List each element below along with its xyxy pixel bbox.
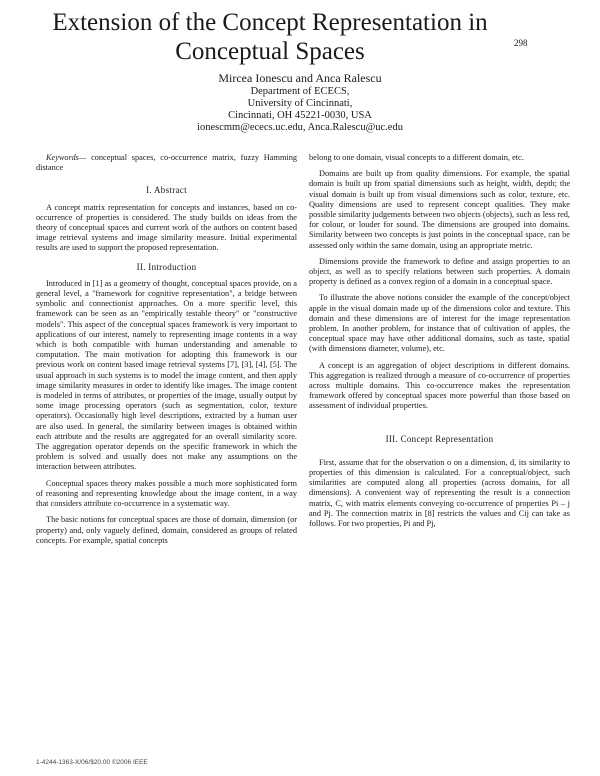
properties-paragraph: Dimensions provide the framework to define and assign properties to an object, as well as to specify relations between such properties. A domain property is defined as a convex region of a domain in a conceptual space. [309,256,570,287]
introduction-paragraph-3: The basic notions for conceptual spaces are those of domain, dimension (or property) and, only vaguely defined, domain, considered as groups of related concepts. For example, spatial concepts [36,515,297,545]
author-block [0,72,600,134]
right-column [309,153,570,535]
keywords-paragraph [36,153,297,173]
domains-continuation: belong to one domain, visual concepts to a different domain, etc. [309,153,524,162]
introduction-paragraph-1: Introduced in [1] as a geometry of thought, conceptual spaces provide, on a general level, a "framework for cognitive representation", a bridge between symbolic and connectionist approaches. On a more specific level, this framework can be seen as an "empirically testable theory" or "constructive models". This aspect of the conceptual spaces framework is very important to applications of our interest, namely to representing image contents in a way which is both compatible with human understanding and amenable to computation. The main motivation for adopting this framework is our previous work on content based image retrieval systems [7], [3], [4], [5]. The usual approach in such systems is to model the image content, and then apply image similarity measures in order to identify like images. The image content is modeled in terms of attributes, or properties of the image, usually output by some image processing operators (such as segmentation, color, texture operators). Occasionally high level descriptions, extracted by a human user are also used. In general, the similarity between images is obtained within each attribute and the results are aggregated for an overall similarity score. The aggregation operator depends on the specific framework in which the problem is solved and usually does not make any assumptions on the interaction between attributes. [36,278,297,472]
concept-aggregation-paragraph: A concept is an aggregation of object descriptions in different domains. This aggregation is realized through a measure of co-occurrence of properties across multiple domains. This co-occurrence makes the representation framework offered by conceptual spaces more powerful than those based on assessment of individual properties. [309,360,570,411]
introduction-heading: II. Introduction [136,261,197,272]
introduction-paragraph-2: Conceptual spaces theory makes possible a much more sophisticated form of reasoning and representing knowledge about the image content, in a way that considers attribute co-occurrence in a systematic way. [36,478,297,509]
paper-title: Extension of the Concept Representation in Conceptual Spaces [52,9,488,65]
copyright-footer: 1-4244-1363-X/06/$20.00 ©2006 IEEE [36,759,148,766]
keywords-text: conceptual spaces, co-occurrence matrix, fuzzy Hamming distance [36,153,297,173]
apple-example-paragraph: To illustrate the above notions consider the example of the concept/object apple in the visual domain made up of the dimensions color and texture. This domain and these dimensions are of interest for the image representation problem. In another problem, for instance that of cultivation of apples, the conceptual space may have other additional domains, such as taste, spatial (with dimensions diameter, volume), etc. [309,293,570,354]
page-number: 298 [514,38,528,48]
concept-representation-heading: III. Concept Representation [385,433,494,444]
keywords-label: Keywords— [46,153,87,162]
connection-matrix-paragraph: First, assume that for the observation o on a dimension, d, its similarity to properties of this dimension is calculated. For a conceptual/object, such similarities are computed along all properties (across domains, for all dimensions). A convenient way of representing the result is a connection matrix, C, with matrix elements conveying co-occurrence of properties Pi – j and Pj. The connection matrix in [8] restricts the values and Cij can take as follows. For two properties, Pi and Pj, [309,457,570,529]
left-column [36,153,297,552]
author-address: Cincinnati, OH 45221-0030, USA [228,110,372,121]
author-names: Mircea Ionescu and Anca Ralescu [218,71,382,85]
abstract-paragraph: A concept matrix representation for concepts and instances, based on co-occurrence of properties is considered. The study builds on ideas from the theory of conceptual spaces and current work of the authors on content based image retrieval systems and image similarity measure. Initial experimental results are used to support the proposed representation. [36,202,297,253]
author-department: Department of ECECS, [250,86,350,97]
author-university: University of Cincinnati, [247,98,353,109]
abstract-heading: I. Abstract [146,185,187,196]
author-emails: ionescmm@ececs.uc.edu, Anca.Ralescu@uc.edu [197,122,403,133]
quality-dimensions-paragraph: Domains are built up from quality dimensions. For example, the spatial domain is built up from spatial dimensions such as height, width, depth; the visual domain is built up from visual dimensions such as color, texture, etc. Quality dimensions are used to represent concept qualities. They make possible similarity judgements between two objects (objects), such as less red, for colour, or louder for sound. The dimensions are grouped into domains. Similarity between two concepts is just points in the conceptual space, can be assessed only within the same domain, using an appropriate metric. [309,169,570,250]
